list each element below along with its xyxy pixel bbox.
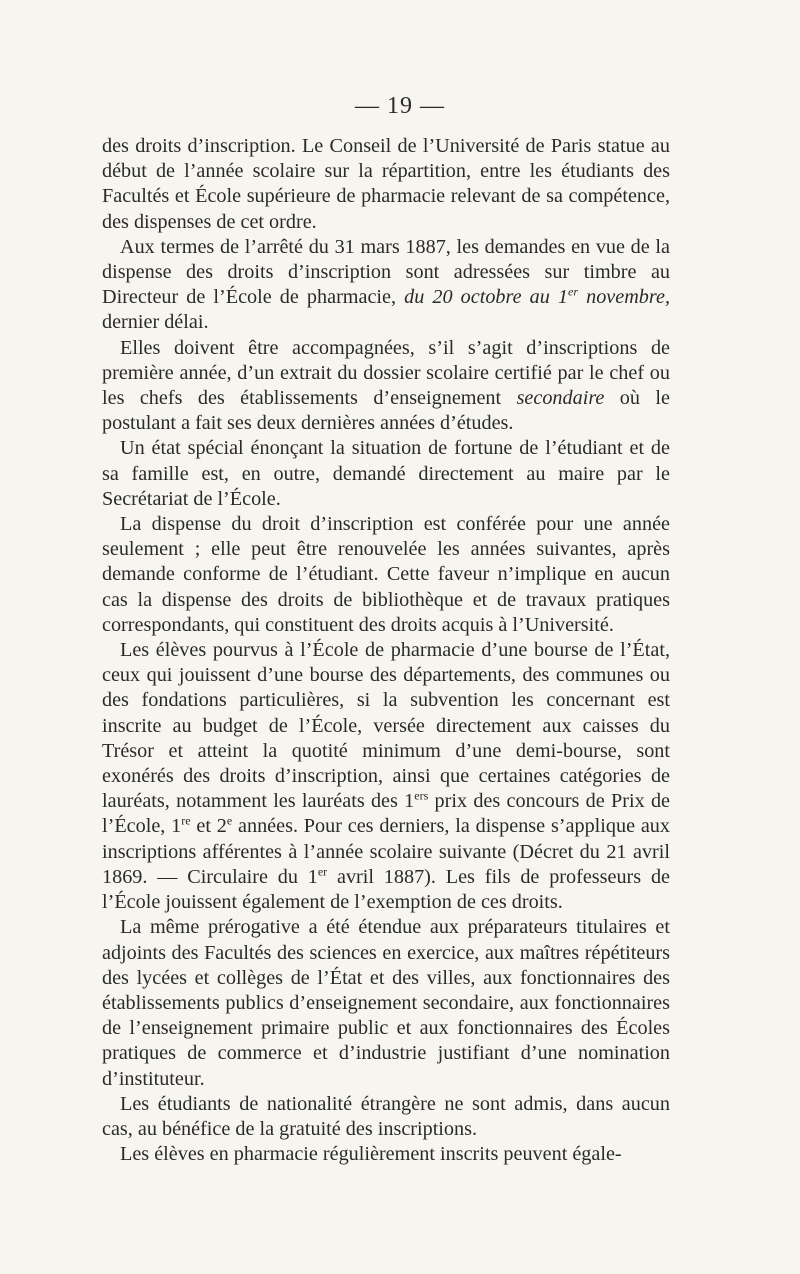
paragraph-1-text: des droits d’inscription. Le Conseil de l’Université de Paris statue au début de l’année scolaire sur la répartition, entre les étudiants des Facultés et École supérieure de pharmacie relevant de sa compétence, des dispenses de cet ordre. <box>102 135 670 233</box>
paragraph-2-end: dernier délai. <box>102 311 209 334</box>
body-text <box>102 134 670 1167</box>
paragraph-2-text: Aux termes de l’arrêté du 31 mars 1887, les demandes en vue de la dispense des droits d’inscription sont adressées sur timbre au Directeur de l’École de pharmacie, <box>102 235 670 309</box>
paragraph-9 <box>102 1142 670 1167</box>
paragraph-6-text: Les élèves pourvus à l’École de pharmacie d’une bourse de l’État, ceux qui jouissent d’une bourse des départements, des communes ou des fondations particulières, si la subvention les concernant est inscrite au budget de l’École, versée directement aux caisses du Trésor et atteint la quotité minimum d’une demi-bourse, sont exonérés des droits d’inscription, ainsi que certaines catégories de lauréats, notamment les lauréats des 1 <box>102 639 670 813</box>
paragraph-9-text: Les élèves en pharmacie régulièrement inscrits peuvent égale- <box>120 1143 622 1166</box>
paragraph-1 <box>102 134 670 235</box>
paragraph-6-text-2: prix des concours de Prix de l’École, 1 <box>102 790 670 838</box>
paragraph-6-ordinal-3: e <box>226 813 233 828</box>
paragraph-3-end: où le postulant a fait ses deux dernières années d’études. <box>102 387 670 435</box>
paragraph-7-text: La même prérogative a été étendue aux préparateurs titulaires et adjoints des Facultés des sciences en exercice, aux maîtres répétiteurs des lycées et collèges de l’État et des villes, aux fonctionnaires des établissements publics d’enseignement secondaire, aux fonctionnaires de l’enseignement primaire public et aux fonctionnaires des Écoles pratiques de commerce et d’industrie justifiant d’une nomination d’instituteur. <box>102 916 670 1090</box>
paragraph-5-text: La dispense du droit d’inscription est conférée pour une année seulement ; elle peut être renouvelée les années suivantes, après demande conforme de l’étudiant. Cette faveur n’implique en aucun cas la dispense des droits de bibliothèque et de travaux pratiques correspondants, qui constituent des droits acquis à l’Université. <box>102 513 670 636</box>
page-number: — 19 — <box>355 93 445 119</box>
paragraph-4-text: Un état spécial énonçant la situation de fortune de l’étudiant et de sa famille est, en outre, demandé directement au maire par le Secrétariat de l’École. <box>102 437 670 510</box>
paragraph-2 <box>102 235 670 336</box>
paragraph-3-text: Elles doivent être accompagnées, s’il s’agit d’inscriptions de première année, d’un extrait du dossier scolaire certifié par le chef ou les chefs des établissements d’enseignement <box>102 336 670 410</box>
paragraph-6-ordinal-2: re <box>181 813 191 828</box>
paragraph-6-text-3: et 2 <box>190 815 227 838</box>
paragraph-4 <box>102 436 670 512</box>
paragraph-6-ordinal-1: ers <box>414 788 429 803</box>
paragraph-5 <box>102 512 670 638</box>
paragraph-6-end: avril 1887). Les fils de professeurs de l’École jouissent également de l’exemption de ces droits. <box>102 865 670 914</box>
paragraph-6-text-4: années. Pour ces derniers, la dispense s’applique aux inscriptions afférentes à l’année scolaire suivante (Décret du 21 avril 1869. — Circulaire du 1 <box>102 815 670 888</box>
paragraph-2-ordinal: er <box>568 284 579 299</box>
paragraph-6-ordinal-4: er <box>317 864 328 879</box>
paragraph-3 <box>102 336 670 437</box>
paragraph-7 <box>102 915 670 1091</box>
paragraph-3-emphasis: secondaire <box>516 387 605 410</box>
paragraph-2-date: du 20 octobre au 1 <box>404 286 569 309</box>
paragraph-8-text: Les étudiants de nationalité étrangère ne sont admis, dans aucun cas, au bénéfice de la gratuité des inscriptions. <box>102 1092 670 1140</box>
paragraph-2-month: novembre, <box>578 286 671 309</box>
paragraph-8 <box>102 1092 670 1142</box>
paragraph-6 <box>102 638 670 915</box>
